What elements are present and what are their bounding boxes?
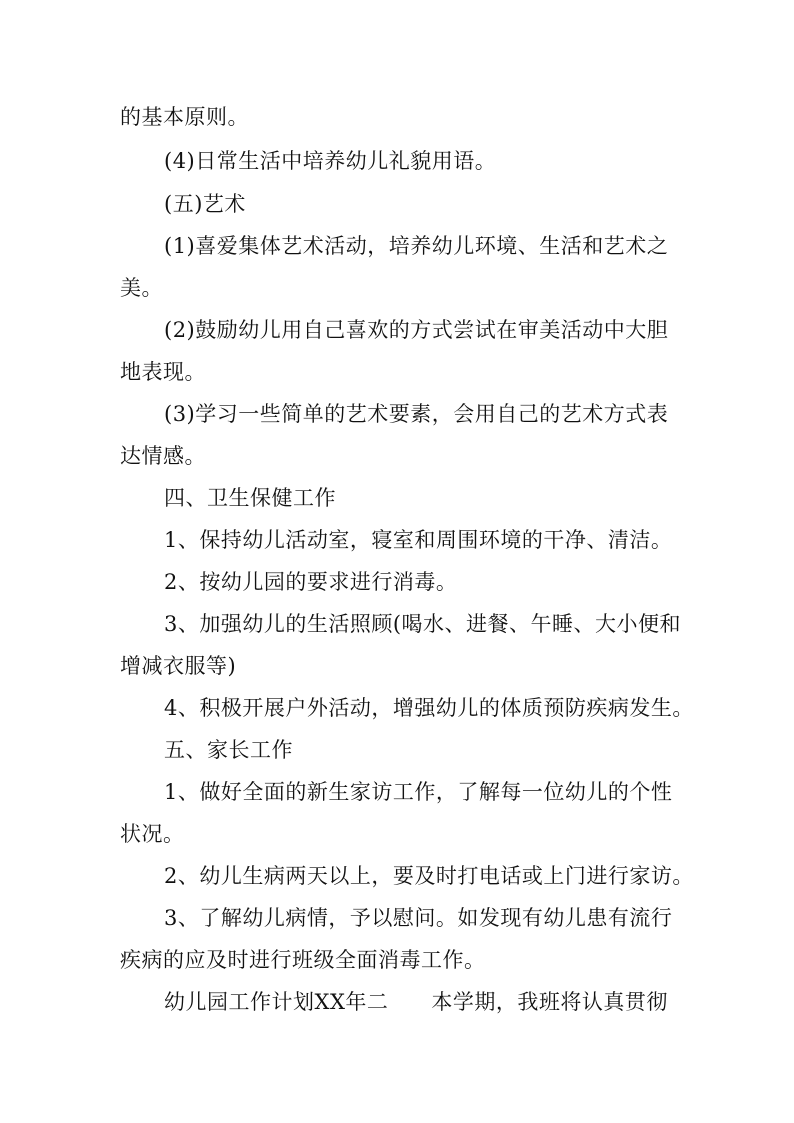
text-line: 幼儿园工作计划XX年二 本学期，我班将认真贯彻 [164, 990, 668, 1014]
text-line: (1)喜爱集体艺术活动，培养幼儿环境、生活和艺术之 [164, 234, 669, 258]
text-line: 4、积极开展户外活动，增强幼儿的体质预防疾病发生。 [164, 696, 694, 720]
text-line: 美。 [120, 276, 163, 300]
text-line: 增减衣服等) [120, 654, 237, 678]
text-line: 疾病的应及时进行班级全面消毒工作。 [120, 948, 486, 972]
text-line: 3、加强幼儿的生活照顾(喝水、进餐、午睡、大小便和 [164, 612, 682, 636]
section-heading: 五、家长工作 [164, 738, 293, 762]
text-line: 地表现。 [120, 360, 206, 384]
text-line: 2、按幼儿园的要求进行消毒。 [164, 570, 458, 594]
text-line: 3、了解幼儿病情，予以慰问。如发现有幼儿患有流行 [164, 906, 673, 930]
text-line: 的基本原则。 [120, 105, 249, 129]
text-line: 1、保持幼儿活动室，寝室和周围环境的干净、清洁。 [164, 528, 673, 552]
text-line: (3)学习一些简单的艺术要素，会用自己的艺术方式表 [164, 402, 669, 426]
text-line: 达情感。 [120, 444, 206, 468]
text-line: (2)鼓励幼儿用自己喜欢的方式尝试在审美活动中大胆 [164, 318, 669, 342]
section-heading: (五)艺术 [164, 192, 246, 216]
text-line: (4)日常生活中培养幼儿礼貌用语。 [164, 149, 497, 173]
section-heading: 四、卫生保健工作 [164, 486, 336, 510]
text-line: 1、做好全面的新生家访工作，了解每一位幼儿的个性 [164, 780, 673, 804]
text-line: 状况。 [120, 822, 185, 846]
text-line: 2、幼儿生病两天以上，要及时打电话或上门进行家访。 [164, 864, 694, 888]
